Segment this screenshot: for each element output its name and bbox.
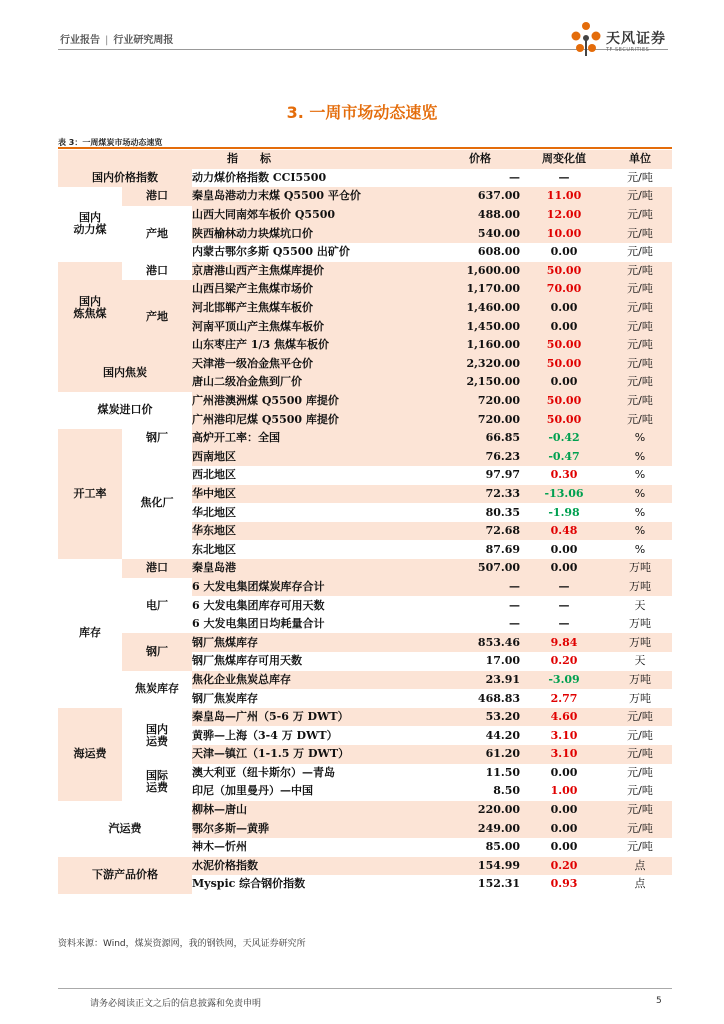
price-cell: 61.20 (440, 745, 520, 764)
unit-cell: 点 (634, 877, 646, 891)
change-cell: 0.00 (550, 542, 578, 556)
change-cell: 0.20 (520, 857, 608, 876)
indicator-cell: 鄂尔多斯—黄骅 (192, 819, 440, 838)
unit-cell: 元/吨 (627, 170, 653, 184)
unit-cell: 元/吨 (627, 784, 653, 798)
indicator-cell: 山西吕梁产主焦煤市场价 (192, 280, 440, 299)
unit-cell: % (634, 468, 646, 482)
table-row (58, 578, 672, 597)
unit-cell: 元/吨 (608, 355, 672, 374)
indicator-cell: 广州港澳洲煤 Q5500 库提价 (192, 392, 440, 411)
page-number: 5 (656, 996, 662, 1006)
coal-market-table (58, 150, 672, 894)
table-row (58, 355, 672, 374)
report-header (60, 31, 173, 46)
unit-cell: 万吨 (629, 691, 652, 705)
price-cell: 1,450.00 (440, 317, 520, 336)
unit-cell: 天 (634, 654, 646, 668)
indicator-cell: 京唐港山西产主焦煤库提价 (192, 262, 440, 281)
change-cell: 0.00 (520, 819, 608, 838)
table-row (58, 262, 672, 281)
change-cell: — (558, 598, 570, 612)
indicator-cell: 黄骅—上海（3-4 万 DWT） (192, 728, 338, 742)
category-cell: 国内焦炭 (58, 355, 192, 392)
indicator-cell: 钢厂焦煤库存可用天数 (192, 654, 302, 668)
unit-cell: 元/吨 (608, 801, 672, 820)
price-cell: 488.00 (440, 206, 520, 225)
price-cell: 249.00 (440, 819, 520, 838)
header-separator: | (105, 35, 109, 46)
change-cell: 0.30 (550, 468, 578, 482)
indicator-cell: 动力煤价格指数 CCI5500 (192, 170, 327, 184)
change-cell: 11.00 (520, 187, 608, 206)
unit-cell: 万吨 (608, 633, 672, 652)
table-row (58, 280, 672, 299)
price-cell: 53.20 (440, 708, 520, 727)
category-cell: 汽运费 (108, 821, 142, 835)
unit-cell: 元/吨 (608, 819, 672, 838)
unit-cell: 元/吨 (608, 206, 672, 225)
subcategory-cell: 钢厂 (122, 633, 192, 670)
price-cell: 1,160.00 (440, 336, 520, 355)
subcategory-cell: 产地 (122, 280, 192, 354)
category-cell: 开工率 (58, 429, 122, 559)
table-row (58, 671, 672, 690)
disclaimer-footer: 请务必阅读正文之后的信息披露和免责申明 (90, 999, 262, 1009)
table-row (58, 187, 672, 206)
unit-cell: 万吨 (608, 559, 672, 578)
table-row (58, 429, 672, 448)
unit-cell: 天 (634, 598, 646, 612)
unit-cell: 元/吨 (608, 392, 672, 411)
indicator-cell: 山东枣庄产 1/3 焦煤车板价 (192, 336, 440, 355)
unit-cell: 元/吨 (627, 728, 653, 742)
unit-cell: % (608, 429, 672, 448)
change-cell: -3.09 (520, 671, 608, 690)
price-cell: 720.00 (440, 392, 520, 411)
unit-cell: 万吨 (608, 671, 672, 690)
table-top-rule (58, 147, 672, 149)
price-cell: — (509, 598, 521, 612)
price-cell: 72.68 (440, 522, 520, 541)
indicator-cell: 澳大利亚（纽卡斯尔）—青岛 (192, 765, 335, 779)
unit-cell: % (634, 542, 646, 556)
change-cell: 70.00 (520, 280, 608, 299)
indicator-cell: 6 大发电集团库存可用天数 (192, 598, 325, 612)
section-title: 3. 一周市场动态速览 (286, 103, 438, 122)
change-cell: 10.00 (520, 224, 608, 243)
indicator-cell: 钢厂焦煤库存 (192, 633, 440, 652)
unit-cell: 元/吨 (627, 840, 653, 854)
indicator-cell: 陕西榆林动力块煤坑口价 (192, 224, 440, 243)
indicator-cell: 神木—忻州 (192, 840, 247, 854)
indicator-cell: 钢厂焦炭库存 (192, 691, 258, 705)
table-row (58, 857, 672, 876)
change-cell: -0.42 (520, 429, 608, 448)
header-unit: 单位 (608, 150, 672, 169)
indicator-cell: 河北邯郸产主焦煤车板价 (192, 299, 440, 318)
source-note: 资料来源：Wind，煤炭资源网，我的钢铁网，天风证券研究所 (58, 939, 306, 949)
change-cell: 50.00 (520, 336, 608, 355)
change-cell: -1.98 (548, 505, 580, 519)
indicator-cell: 华北地区 (192, 505, 236, 519)
price-cell: 152.31 (477, 877, 521, 891)
unit-cell: 点 (608, 857, 672, 876)
price-cell: — (509, 617, 521, 631)
change-cell: 2.77 (550, 691, 578, 705)
change-cell: 0.00 (520, 299, 608, 318)
price-cell: 11.50 (485, 765, 521, 779)
table-row (58, 169, 672, 188)
unit-cell: 万吨 (608, 578, 672, 597)
indicator-cell: 广州港印尼煤 Q5500 库提价 (192, 410, 440, 429)
price-cell: 468.83 (477, 691, 521, 705)
indicator-cell: 秦皇岛港 (192, 559, 440, 578)
price-cell: 80.35 (485, 505, 521, 519)
price-cell: 2,150.00 (440, 373, 520, 392)
price-cell: 220.00 (440, 801, 520, 820)
indicator-cell: 西北地区 (192, 468, 236, 482)
table-row (58, 764, 672, 783)
price-cell: 720.00 (440, 410, 520, 429)
indicator-cell: 秦皇岛港动力末煤 Q5500 平仓价 (192, 187, 440, 206)
price-cell: 76.23 (440, 448, 520, 467)
table-row (58, 559, 672, 578)
change-cell: 0.00 (550, 765, 578, 779)
subcategory-cell: 产地 (146, 226, 168, 240)
price-cell: 1,600.00 (440, 262, 520, 281)
logo-name: 天风证券 (606, 31, 666, 47)
change-cell: — (520, 578, 608, 597)
price-cell: 72.33 (440, 485, 520, 504)
change-cell: 1.00 (550, 784, 578, 798)
unit-cell: 元/吨 (608, 187, 672, 206)
table-body (58, 169, 672, 894)
footer-rule (58, 988, 672, 989)
subcategory-cell: 港口 (122, 559, 192, 578)
table-row (58, 633, 672, 652)
subcategory-cell: 焦炭库存 (135, 682, 179, 696)
change-cell: 0.93 (550, 877, 578, 891)
unit-cell: % (608, 448, 672, 467)
category-cell: 库存 (79, 626, 101, 640)
change-cell: 50.00 (520, 410, 608, 429)
indicator-cell: 秦皇岛—广州（5-6 万 DWT） (192, 708, 440, 727)
change-cell: 50.00 (520, 262, 608, 281)
change-cell: 0.00 (550, 245, 578, 259)
unit-cell: % (608, 485, 672, 504)
change-cell: 3.10 (520, 745, 608, 764)
indicator-cell: 唐山二级冶金焦到厂价 (192, 373, 440, 392)
price-cell: 540.00 (440, 224, 520, 243)
price-cell: 85.00 (485, 840, 521, 854)
change-cell: 0.00 (520, 801, 608, 820)
indicator-cell: 高炉开工率：全国 (192, 429, 440, 448)
change-cell: 3.10 (550, 728, 578, 742)
indicator-cell: 柳林—唐山 (192, 801, 440, 820)
change-cell: 0.00 (520, 317, 608, 336)
logo-mark-icon (566, 20, 606, 60)
subcategory-cell: 焦化厂 (140, 496, 174, 510)
header-subcategory: 行业研究周报 (113, 35, 174, 46)
table-caption: 表 3：一周煤炭市场动态速览 (58, 138, 163, 147)
price-cell: 154.99 (440, 857, 520, 876)
price-cell: 853.46 (440, 633, 520, 652)
price-cell: 23.91 (440, 671, 520, 690)
table-row (58, 801, 672, 820)
unit-cell: 元/吨 (608, 317, 672, 336)
unit-cell: 元/吨 (608, 410, 672, 429)
change-cell: 4.60 (520, 708, 608, 727)
table-row (58, 206, 672, 225)
category-cell: 海运费 (58, 708, 122, 801)
category-cell: 下游产品价格 (58, 857, 192, 894)
unit-cell: 元/吨 (608, 336, 672, 355)
indicator-cell: 华东地区 (192, 522, 440, 541)
indicator-cell: 内蒙古鄂尔多斯 Q5500 出矿价 (192, 245, 350, 259)
price-cell: 17.00 (485, 654, 521, 668)
change-cell: — (558, 170, 570, 184)
unit-cell: 元/吨 (608, 224, 672, 243)
unit-cell: 元/吨 (627, 765, 653, 779)
indicator-cell: 东北地区 (192, 542, 236, 556)
unit-cell: 元/吨 (608, 262, 672, 281)
price-cell: 87.69 (485, 542, 521, 556)
indicator-cell: 山西大同南郊车板价 Q5500 (192, 206, 440, 225)
header-indicator: 指 标 (58, 150, 440, 169)
indicator-cell: 华中地区 (192, 485, 440, 504)
indicator-cell: 水泥价格指数 (192, 857, 440, 876)
subcategory-cell: 国际 运费 (146, 769, 168, 795)
price-cell: 2,320.00 (440, 355, 520, 374)
price-cell: 1,460.00 (440, 299, 520, 318)
subcategory-cell: 港口 (122, 187, 192, 206)
indicator-cell: Myspic 综合钢价指数 (192, 877, 306, 891)
category-cell: 国内价格指数 (58, 169, 192, 188)
price-cell: 507.00 (440, 559, 520, 578)
change-cell: 50.00 (520, 355, 608, 374)
header-price: 价格 (440, 150, 520, 169)
subcategory-cell: 电厂 (146, 598, 168, 612)
price-cell: 97.97 (485, 468, 521, 482)
indicator-cell: 6 大发电集团煤炭库存合计 (192, 578, 440, 597)
indicator-cell: 西南地区 (192, 448, 440, 467)
change-cell: 0.00 (520, 559, 608, 578)
indicator-cell: 天津—镇江（1-1.5 万 DWT） (192, 745, 440, 764)
table-row (58, 708, 672, 727)
unit-cell: % (634, 505, 646, 519)
header-category: 行业报告 (60, 35, 100, 46)
subcategory-cell: 港口 (146, 263, 168, 277)
indicator-cell: 印尼（加里曼丹）—中国 (192, 784, 313, 798)
change-cell: 0.20 (550, 654, 578, 668)
unit-cell: 元/吨 (608, 299, 672, 318)
table-row (58, 448, 672, 467)
unit-cell: 元/吨 (608, 708, 672, 727)
unit-cell: 元/吨 (627, 245, 653, 259)
change-cell: 12.00 (520, 206, 608, 225)
price-cell: — (509, 170, 521, 184)
unit-cell: 元/吨 (608, 373, 672, 392)
change-cell: 0.00 (520, 373, 608, 392)
indicator-cell: 6 大发电集团日均耗量合计 (192, 617, 325, 631)
change-cell: -0.47 (520, 448, 608, 467)
price-cell: 608.00 (477, 245, 521, 259)
table-header-row (58, 150, 672, 169)
unit-cell: 元/吨 (608, 745, 672, 764)
header-weekly-change: 周变化值 (520, 150, 608, 169)
indicator-cell: 河南平顶山产主焦煤车板价 (192, 317, 440, 336)
change-cell: -13.06 (520, 485, 608, 504)
change-cell: 50.00 (520, 392, 608, 411)
price-cell: — (440, 578, 520, 597)
change-cell: — (558, 617, 570, 631)
table-row (58, 392, 672, 411)
price-cell: 1,170.00 (440, 280, 520, 299)
change-cell: 0.00 (550, 840, 578, 854)
subcategory-cell: 国内 运费 (146, 722, 168, 748)
category-cell: 国内 炼焦煤 (58, 262, 122, 355)
price-cell: 8.50 (493, 784, 521, 798)
logo-subtitle: TF SECURITIES (606, 47, 650, 53)
change-cell: 0.48 (520, 522, 608, 541)
unit-cell: % (608, 522, 672, 541)
unit-cell: 元/吨 (608, 280, 672, 299)
indicator-cell: 焦化企业焦炭总库存 (192, 671, 440, 690)
price-cell: 44.20 (485, 728, 521, 742)
change-cell: 9.84 (520, 633, 608, 652)
unit-cell: 万吨 (629, 617, 652, 631)
category-cell: 煤炭进口价 (97, 403, 153, 417)
price-cell: 66.85 (440, 429, 520, 448)
company-logo (566, 20, 676, 60)
indicator-cell: 天津港一级冶金焦平仓价 (192, 355, 440, 374)
category-cell: 国内 动力煤 (73, 211, 107, 237)
subcategory-cell: 钢厂 (146, 431, 168, 445)
price-cell: 637.00 (440, 187, 520, 206)
